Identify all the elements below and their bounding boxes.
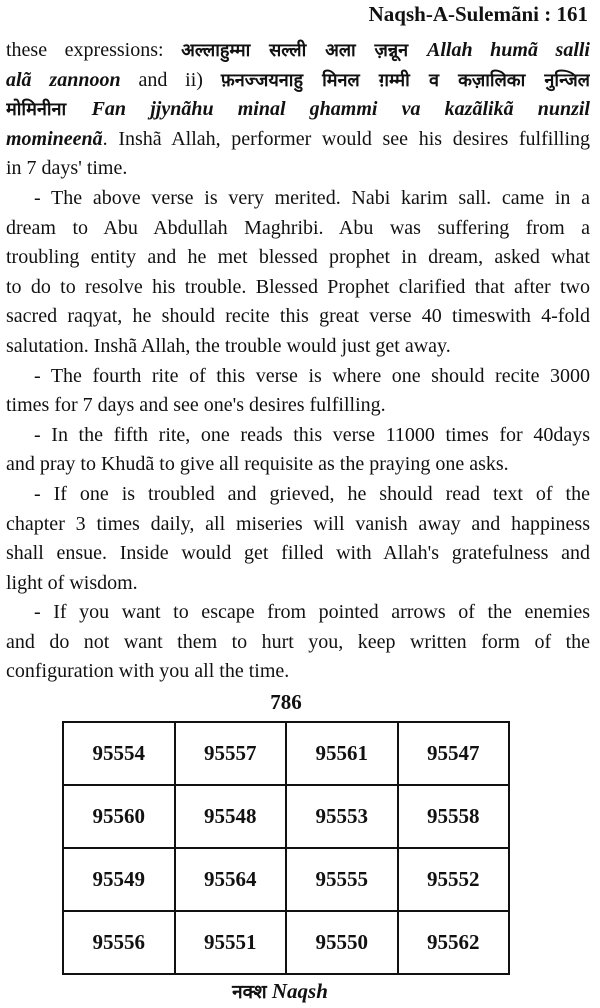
grid-row <box>63 785 509 848</box>
text-segment: and pray to Khudã to give all requisite as the praying one asks. <box>6 453 509 476</box>
text-line <box>6 214 590 244</box>
text-line <box>6 539 590 569</box>
grid-cell: 95554 <box>63 722 175 785</box>
grid-cell: 95549 <box>63 848 175 911</box>
text-segment: times for 7 days and see one's desires fulfilling. <box>6 394 386 417</box>
text-line <box>6 450 590 480</box>
text-line <box>6 421 590 451</box>
text-line <box>6 302 590 332</box>
text-segment: मोमिनीना <box>6 99 92 121</box>
text-segment: - The above verse is very merited. Nabi karim sall. came in a <box>34 186 590 209</box>
caption-english: Naqsh <box>271 979 328 1003</box>
text-segment: - If you want to escape from pointed arrows of the enemies <box>34 601 590 624</box>
grid-cell: 95551 <box>175 911 287 974</box>
text-line <box>6 66 590 96</box>
text-line <box>6 36 590 66</box>
body-text <box>6 36 590 687</box>
grid-cell: 95564 <box>175 848 287 911</box>
text-segment: to do to resolve his trouble. Blessed Prophet clarified that after two <box>6 275 590 298</box>
text-line <box>6 362 590 392</box>
text-line <box>6 391 590 421</box>
text-segment: salutation. Inshã Allah, the trouble would just get away. <box>6 334 451 357</box>
running-header: Naqsh-A-Sulemãni : 161 <box>368 2 588 26</box>
text-line <box>6 569 590 599</box>
text-segment: these expressions: <box>6 39 182 61</box>
text-line <box>6 510 590 540</box>
text-line <box>6 598 590 628</box>
text-line <box>6 273 590 303</box>
text-segment: - If one is troubled and grieved, he should read text of the <box>34 482 590 505</box>
text-segment: फ़नज्जयनाहु मिनल ग़म्मी व कज़ालिका नुन्जिल <box>220 69 590 91</box>
grid-cell: 95558 <box>398 785 510 848</box>
text-line <box>6 332 590 362</box>
grid-cell: 95556 <box>63 911 175 974</box>
text-segment: and ii) <box>120 68 221 91</box>
text-segment: chapter 3 times daily, all miseries will vanish away and happiness <box>6 512 590 535</box>
text-segment: configuration with you all the time. <box>6 660 290 683</box>
text-line <box>6 125 590 155</box>
text-segment: shall ensue. Inside would get filled with Allah's gratefulness and <box>6 542 590 565</box>
text-segment: alã zannoon <box>6 68 121 91</box>
grid-cell: 95552 <box>398 848 510 911</box>
text-line <box>6 243 590 273</box>
text-segment: अल्लाहुम्मा सल्ली अला ज़न्नून <box>181 40 427 61</box>
grid-cell: 95562 <box>398 911 510 974</box>
text-line <box>6 154 590 184</box>
text-segment: . Inshã Allah, performer would see his desires fulfilling <box>102 127 590 150</box>
text-segment: momineenã <box>6 127 103 150</box>
caption-hindi: नक्श <box>232 981 267 1003</box>
text-segment: dream to Abu Abdullah Maghribi. Abu was suffering from a <box>6 216 590 239</box>
text-segment: - The fourth rite of this verse is where one should recite 3000 <box>34 364 590 387</box>
naqsh-title: 786 <box>270 690 302 714</box>
grid-row <box>63 911 509 974</box>
naqsh-caption <box>0 978 560 1004</box>
grid-cell: 95547 <box>398 722 510 785</box>
text-segment: - In the fifth rite, one reads this verse 11000 times for 40days <box>34 423 590 446</box>
text-segment: Fan jjynãhu minal ghammi va kazãlikã nunzil <box>91 98 590 121</box>
text-line <box>6 628 590 658</box>
grid-cell: 95550 <box>286 911 398 974</box>
grid-cell: 95548 <box>175 785 287 848</box>
text-line <box>6 480 590 510</box>
grid-row <box>63 848 509 911</box>
grid-cell: 95561 <box>286 722 398 785</box>
text-segment: Allah humã salli <box>427 39 590 61</box>
grid-cell: 95557 <box>175 722 287 785</box>
text-line <box>6 95 590 125</box>
grid-cell: 95555 <box>286 848 398 911</box>
text-segment: troubling entity and he met blessed prophet in dream, asked what <box>6 246 590 269</box>
text-segment: sacred raqyat, he should recite this great verse 40 timeswith 4-fold <box>6 305 590 328</box>
text-line <box>6 657 590 687</box>
text-line <box>6 184 590 214</box>
naqsh-grid <box>62 721 510 975</box>
text-segment: and do not want them to hurt you, keep written form of the <box>6 630 590 653</box>
grid-cell: 95560 <box>63 785 175 848</box>
text-segment: light of wisdom. <box>6 571 138 594</box>
grid-cell: 95553 <box>286 785 398 848</box>
text-segment: in 7 days' time. <box>6 157 128 180</box>
grid-row <box>63 722 509 785</box>
